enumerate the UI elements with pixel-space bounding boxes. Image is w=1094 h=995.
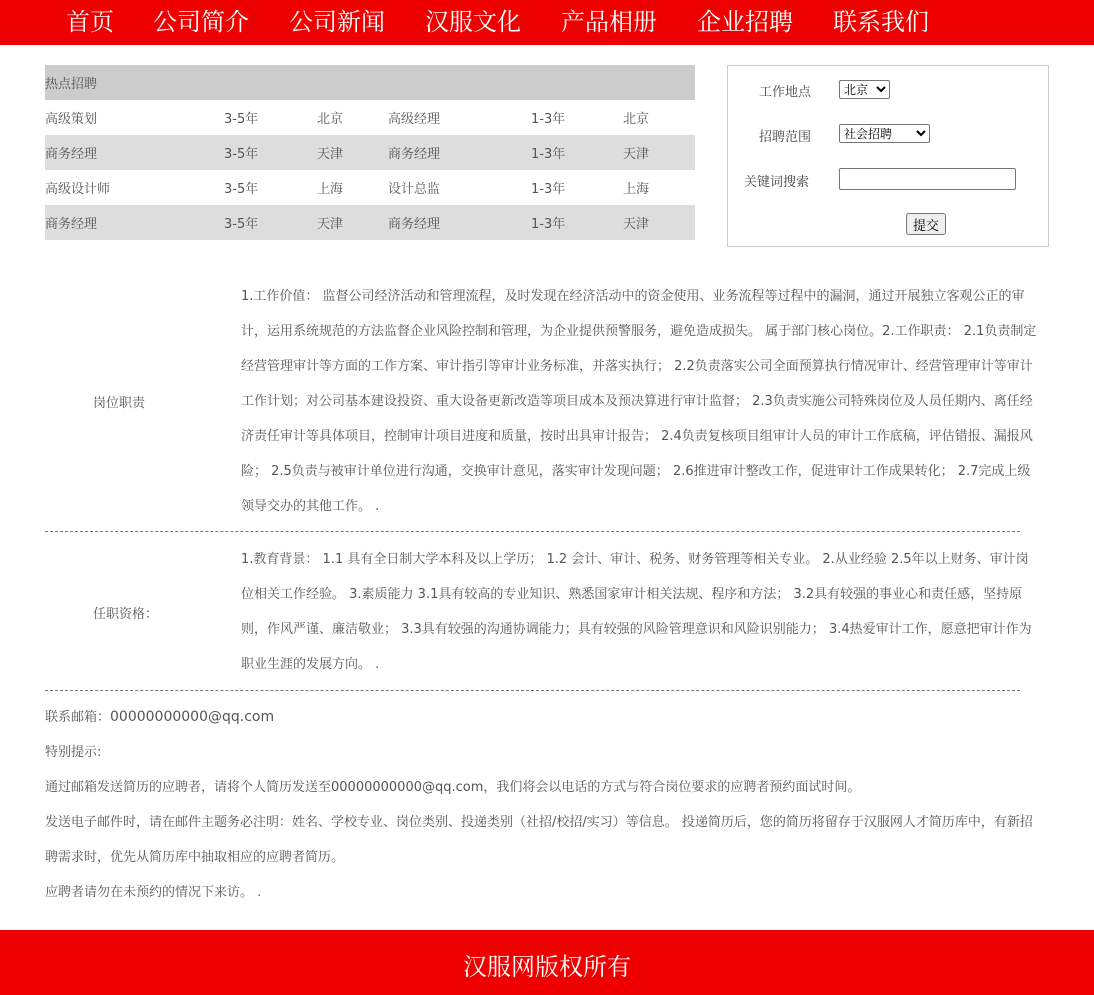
nav-item-news[interactable]: 公司新闻 [289,8,385,36]
table-row[interactable] [45,100,695,135]
job-title[interactable]: 高级策划 [45,112,98,127]
keyword-label: 关键词搜索 [744,175,810,190]
job-title[interactable]: 商务经理 [45,205,224,240]
job-city: 天津 [317,205,388,240]
tip-line-2: 发送电子邮件时，请在邮件主题务必注明：姓名、学校专业、岗位类别、投递类别（社招/校招/实习）等信息。 投递简历后，您的简历将留存于汉服网人才简历库中，有新招聘需求时，优先从简历库中抽取相应的应聘者简历。 [45,815,1033,865]
hot-jobs-header: 热点招聘 [45,65,695,100]
job-title[interactable]: 高级设计师 [45,182,111,197]
section-divider [45,531,1020,532]
job-title[interactable]: 高级经理 [388,112,441,127]
nav-item-home[interactable]: 首页 [66,8,114,36]
tip-line-1: 通过邮箱发送简历的应聘者，请将个人简历发送至00000000000@qq.com，我们将会以电话的方式与符合岗位要求的应聘者预约面试时间。 [45,780,861,795]
job-city: 上海 [317,182,344,197]
job-city: 上海 [623,182,650,197]
job-experience: 1-3年 [531,112,566,127]
job-experience: 3-5年 [224,112,259,127]
contact-email-label: 联系邮箱： [45,710,111,725]
job-experience: 3-5年 [224,135,317,170]
nav-item-recruitment[interactable]: 企业招聘 [697,8,793,36]
contact-email-line [45,700,1045,735]
job-city: 天津 [623,205,695,240]
footer [0,930,1094,995]
location-label: 工作地点 [759,85,812,100]
job-experience: 3-5年 [224,205,317,240]
job-city: 北京 [623,112,650,127]
job-experience: 3-5年 [224,182,259,197]
nav-item-album[interactable]: 产品相册 [561,8,657,36]
qualifications-label: 任职资格： [93,607,159,622]
duties-text: 1.工作价值： 监督公司经济活动和管理流程，及时发现在经济活动中的资金使用、业务流程等过程中的漏洞，通过开展独立客观公正的审计，运用系统规范的方法监督企业风险控制和管理，为企业提供预警服务，避免造成损失。 属于部门核心岗位。2.工作职责： 2.1负责制定经营管理审计等方面的工作方案、审计指引等审计业务标准，并落实执行； 2.2负责落实公司全面预算执行情况审计、经营管理审计等审计工作计划；对公司基本建设投资、重大设备更新改造等项目成本及预决算进行审计监督； 2.3负责实施公司特殊岗位及人员任期内、离任经济责任审计等具体项目，控制审计项目进度和质量，按时出具审计报告； 2.4负责复核项目组审计人员的审计工作底稿，评估错报、漏报风险； 2.5负责与被审计单位进行沟通，交换审计意见，落实审计发现问题； 2.6推进审计整改工作，促进审计工作成果转化； 2.7完成上级领导交办的其他工作。 . [241,289,1037,514]
nav-item-contact[interactable]: 联系我们 [833,8,929,36]
job-search-form [727,65,1049,247]
table-row[interactable] [45,135,695,170]
job-title[interactable]: 商务经理 [388,205,531,240]
qualifications-text: 1.教育背景： 1.1 具有全日制大学本科及以上学历； 1.2 会计、审计、税务、财务管理等相关专业。 2.从业经验 2.5年以上财务、审计岗位相关工作经验。 3.素质能力 3.1具有较高的专业知识、熟悉国家审计相关法规、程序和方法； 3.2具有较强的事业心和责任感，坚持原则，作风严谨、廉洁敬业； 3.3具有较强的沟通协调能力；具有较强的风险管理意识和风险识别能力； 3.4热爱审计工作，愿意把审计作为职业生涯的发展方向。 . [241,552,1032,672]
job-city: 天津 [317,135,388,170]
job-city: 北京 [317,112,344,127]
job-title[interactable]: 商务经理 [388,135,531,170]
job-experience: 1-3年 [531,205,623,240]
job-city: 天津 [623,135,695,170]
tip-title: 特别提示: [45,745,102,760]
table-row[interactable] [45,205,695,240]
keyword-input[interactable] [839,168,1016,190]
location-select[interactable] [839,80,890,99]
job-experience: 1-3年 [531,182,566,197]
tip-line-3: 应聘者请勿在未预约的情况下来访。 . [45,885,262,900]
scope-label: 招聘范围 [759,130,812,145]
hot-jobs-table [45,65,695,240]
section-divider [45,690,1020,691]
contact-email[interactable]: 00000000000@qq.com [110,709,275,725]
top-nav [0,0,1094,45]
scope-select[interactable] [839,124,930,143]
job-experience: 1-3年 [531,135,623,170]
footer-copyright: 汉服网版权所有 [463,953,631,981]
nav-item-hanfu-culture[interactable]: 汉服文化 [425,8,521,36]
nav-item-about[interactable]: 公司简介 [153,8,249,36]
submit-button[interactable]: 提交 [906,213,946,235]
duties-label: 岗位职责 [93,396,146,411]
job-title[interactable]: 商务经理 [45,135,224,170]
job-title[interactable]: 设计总监 [388,182,441,197]
table-row[interactable] [45,170,695,205]
